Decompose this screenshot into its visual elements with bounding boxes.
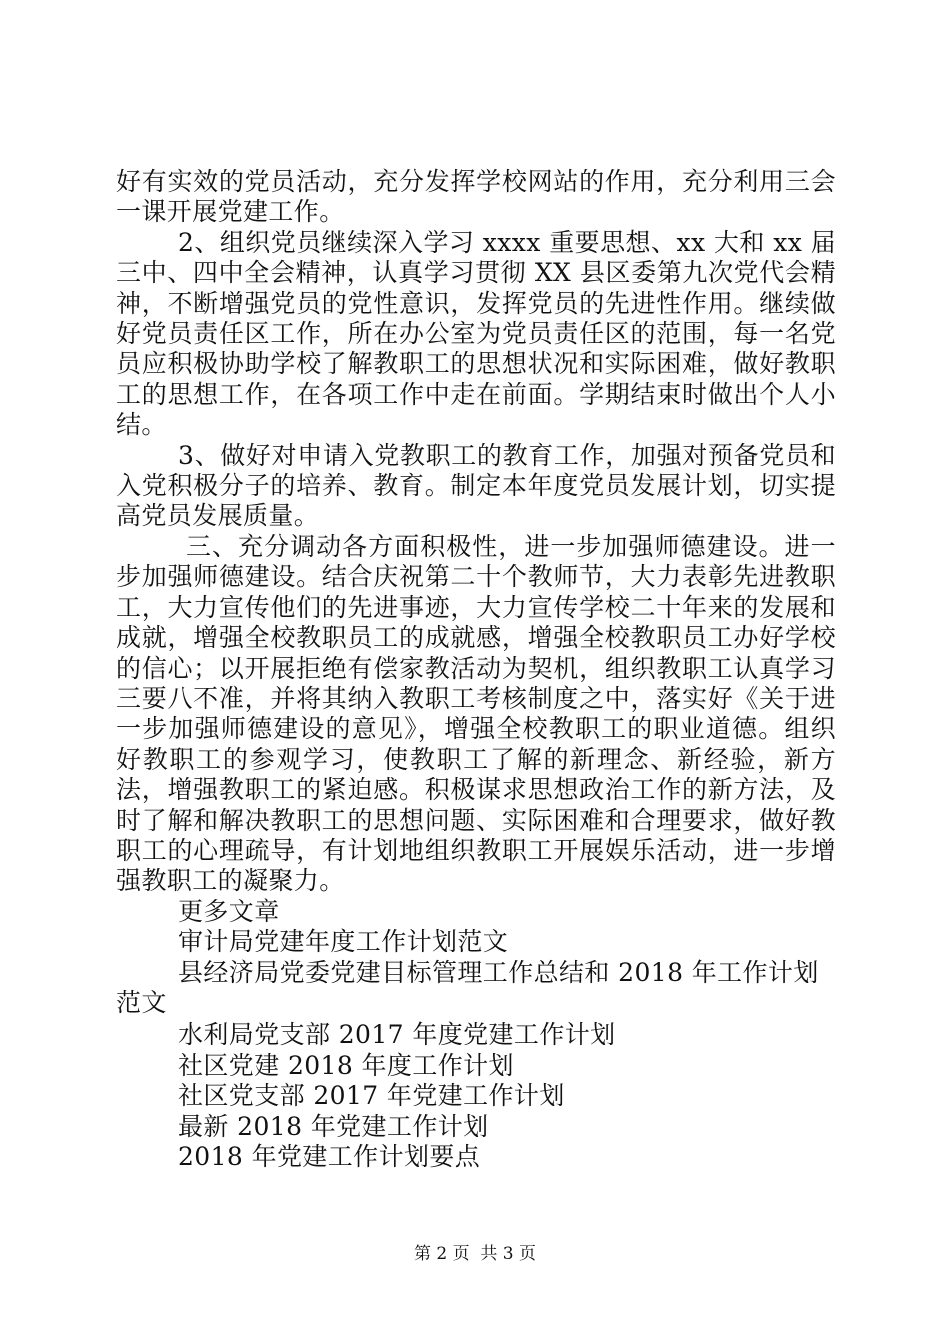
- more-articles-list: [116, 927, 836, 1172]
- page-footer: [0, 1243, 950, 1265]
- document-body: [116, 167, 836, 1172]
- paragraph-continuation: 好有实效的党员活动，充分发挥学校网站的作用，充分利用三会一课开展党建工作。: [116, 167, 836, 227]
- paragraph-item-3: 3、做好对申请入党教职工的教育工作，加强对预备党员和入党积极分子的培养、教育。制定本年度党员发展计划，切实提高党员发展质量。: [116, 440, 836, 531]
- page-number: 第 2 页 共 3 页: [413, 1244, 537, 1264]
- more-article-link[interactable]: 2018 年党建工作计划要点: [178, 1142, 481, 1171]
- more-article-link[interactable]: 社区党支部 2017 年党建工作计划: [178, 1081, 565, 1111]
- paragraph-section-3: 三、充分调动各方面积极性，进一步加强师德建设。进一步加强师德建设。结合庆祝第二十个教师节，大力表彰先进教职工，大力宣传他们的先进事迹，大力宣传学校二十年来的发展和成就，增强全校教职员工的成就感，增强全校教职员工办好学校的信心；以开展拒绝有偿家教活动为契机，组织教职工认真学习三要八不准，并将其纳入教职工考核制度之中，落实好《关于进一步加强师德建设的意见》，增强全校教职工的职业道德。组织好教职工的参观学习，使教职工了解的新理念、新经验，新方法，增强教职工的紧迫感。积极谋求思想政治工作的新方法，及时了解和解决教职工的思想问题、实际困难和合理要求，做好教职工的心理疏导，有计划地组织教职工开展娱乐活动，进一步增强教职工的凝聚力。: [116, 531, 836, 896]
- more-article-link[interactable]: 审计局党建年度工作计划范文: [178, 927, 509, 957]
- more-article-link[interactable]: 水利局党支部 2017 年度党建工作计划: [178, 1020, 616, 1050]
- more-article-link[interactable]: 县经济局党委党建目标管理工作总结和 2018 年工作计划范文: [116, 957, 819, 1017]
- more-article-link[interactable]: 社区党建 2018 年度工作计划: [178, 1050, 514, 1080]
- more-article-link[interactable]: 最新 2018 年党建工作计划: [178, 1111, 489, 1141]
- paragraph-item-2: 2、组织党员继续深入学习 xxxx 重要思想、xx 大和 xx 届三中、四中全会精神，认真学习贯彻 XX 县区委第九次党代会精神，不断增强党员的党性意识，发挥党员的先进性作用。继续做好党员责任区工作，所在办公室为党员责任区的范围，每一名党员应积极协助学校了解教职工的思想状况和实际困难，做好教职工的思想工作，在各项工作中走在前面。学期结束时做出个人小结。: [116, 227, 836, 440]
- more-articles-heading: 更多文章: [178, 896, 280, 926]
